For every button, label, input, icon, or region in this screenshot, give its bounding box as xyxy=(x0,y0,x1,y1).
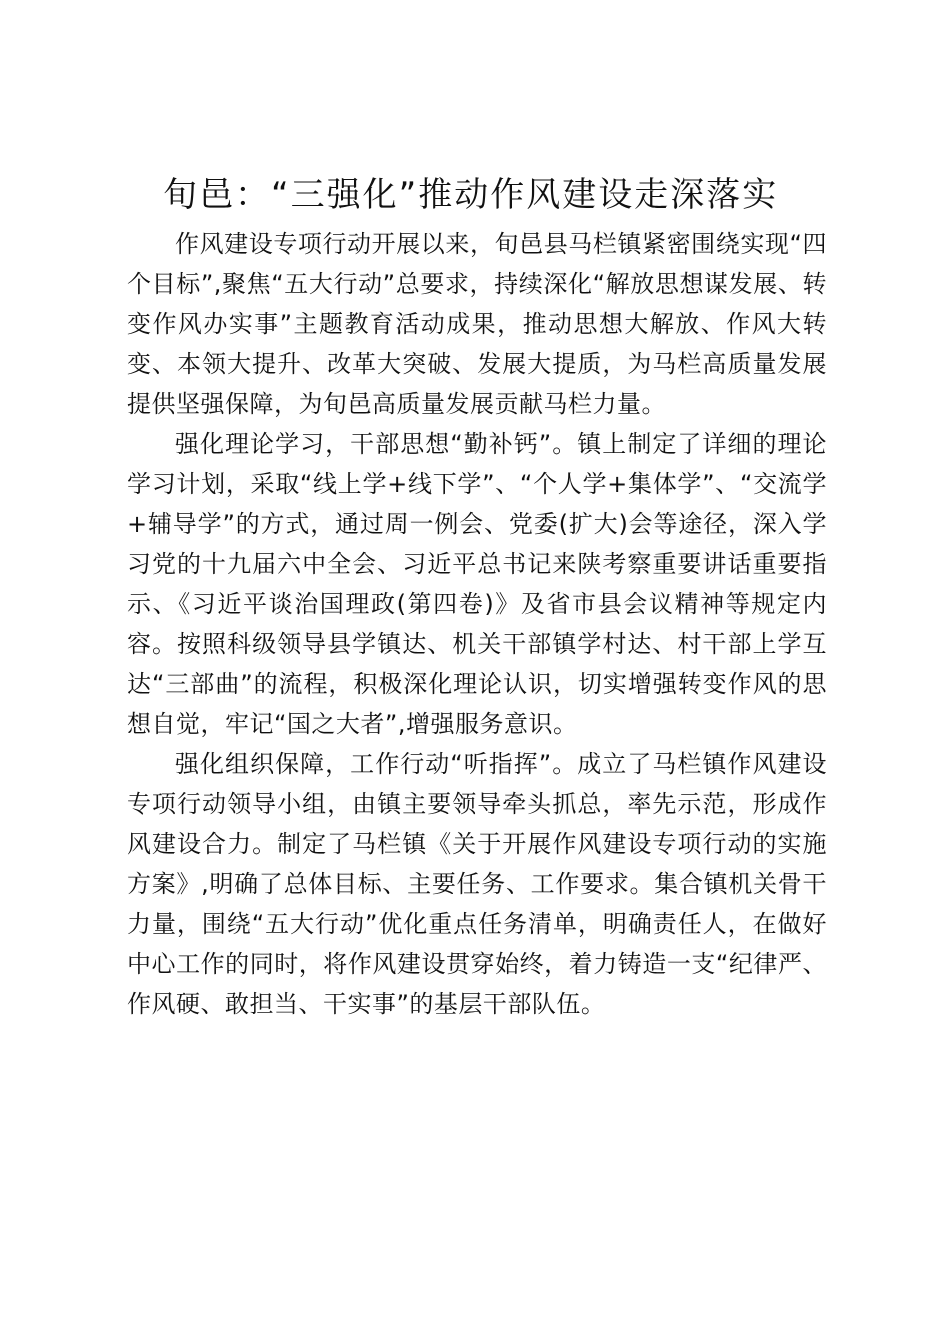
paragraph-organization: 强化组织保障，工作行动“听指挥”。成立了马栏镇作风建设专项行动领导小组，由镇主要领导牵头抓总，率先示范，形成作风建设合力。制定了马栏镇《关于开展作风建设专项行动的实施方案》,明确了总体目标、主要任务、工作要求。集合镇机关骨干力量，围绕“五大行动”优化重点任务清单，明确责任人，在做好中心工作的同时，将作风建设贯穿始终，着力铸造一支“纪律严、作风硬、敢担当、干实事”的基层干部队伍。 xyxy=(127,750,827,1018)
document-title: 旬邑：“三强化”推动作风建设走深落实 xyxy=(163,175,779,215)
document-page xyxy=(127,170,827,1024)
paragraph-intro: 作风建设专项行动开展以来，旬邑县马栏镇紧密围绕实现“四个目标”,聚焦“五大行动”总要求，持续深化“解放思想谋发展、转变作风办实事”主题教育活动成果，推动思想大解放、作风大转变、本领大提升、改革大突破、发展大提质，为马栏高质量发展提供坚强保障，为旬邑高质量发展贡献马栏力量。 xyxy=(127,230,827,418)
paragraph-theory-study: 强化理论学习，干部思想“勤补钙”。镇上制定了详细的理论学习计划，采取“线上学+线下学”、“个人学+集体学”、“交流学+辅导学”的方式，通过周一例会、党委(扩大)会等途径，深入学习党的十九届六中全会、习近平总书记来陕考察重要讲话重要指示、《习近平谈治国理政(第四卷)》及省市县会议精神等规定内容。按照科级领导县学镇达、机关干部镇学村达、村干部上学互达“三部曲”的流程，积极深化理论认识，切实增强转变作风的思想自觉，牢记“国之大者”,增强服务意识。 xyxy=(127,430,827,738)
